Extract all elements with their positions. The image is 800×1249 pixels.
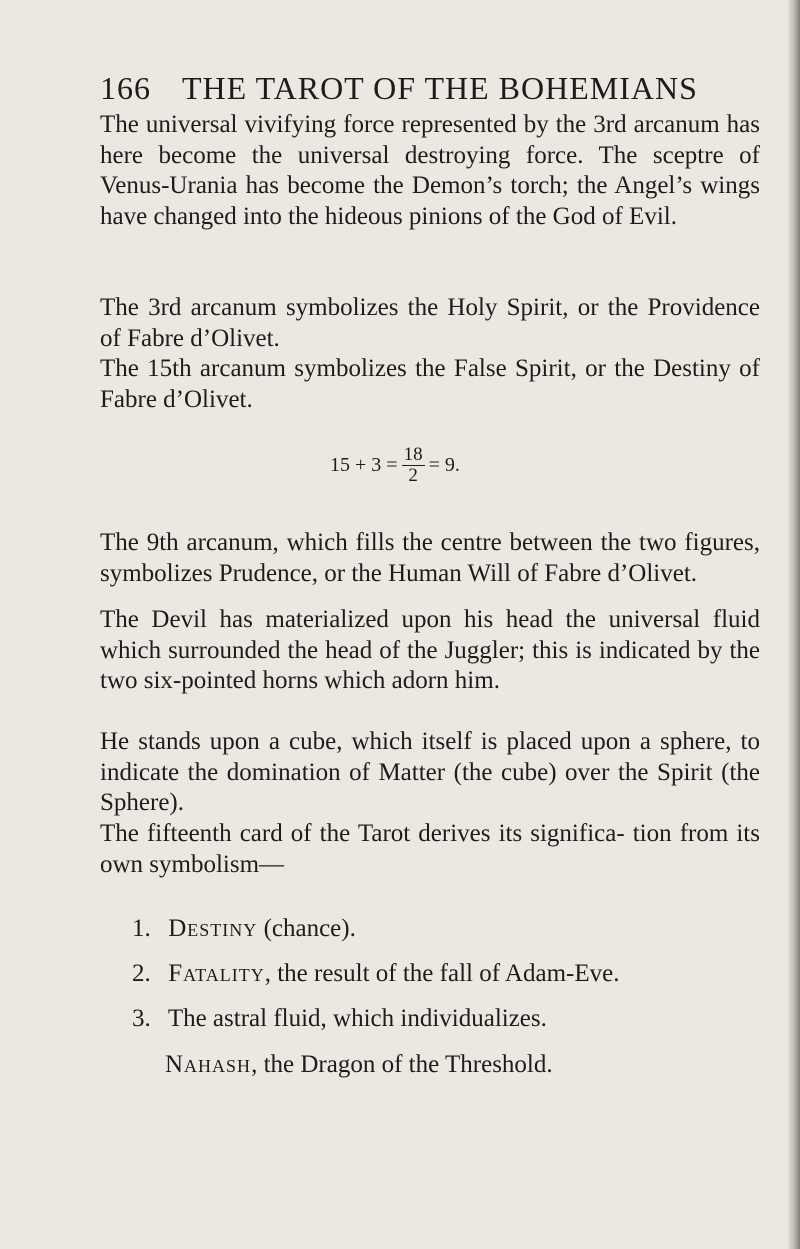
list-item [132, 959, 619, 989]
equation-left: 15 + 3 = [330, 454, 398, 476]
equation [330, 445, 460, 486]
list-item [132, 1004, 547, 1034]
list-term: Fatality [168, 960, 265, 987]
list-text: The astral fluid, which individualizes. [167, 1005, 547, 1032]
running-title: THE TAROT OF THE BOHEMIANS [182, 70, 698, 106]
final-text: , the Dragon of the Threshold. [251, 1051, 553, 1078]
list-term: Destiny [168, 915, 258, 942]
equation-fraction [402, 445, 425, 486]
list-number: 3. [132, 1005, 151, 1032]
list-item [132, 914, 356, 944]
equation-right: = 9. [428, 454, 460, 476]
equation-numerator: 18 [403, 444, 423, 465]
paragraph-fifteenth-arcanum: The 15th arcanum symbolizes the False Spirit, or the Destiny of Fabre d’Olivet. [100, 355, 760, 413]
page-edge-shadow [788, 0, 800, 1249]
running-head [100, 70, 740, 107]
list-text: (chance). [257, 915, 356, 942]
page-number: 166 [100, 70, 151, 106]
list-number: 1. [132, 915, 151, 942]
list-number: 2. [132, 960, 151, 987]
equation-denominator: 2 [408, 465, 418, 486]
final-term: Nahash [165, 1051, 252, 1078]
final-line [165, 1050, 553, 1080]
paragraph-third-arcanum: The 3rd arcanum symbolizes the Holy Spirit, or the Providence of Fabre d’Olivet. [100, 294, 760, 352]
paragraph-fifteenth-card: The fifteenth card of the Tarot derives its significa- tion from its own symbolism— [100, 820, 760, 878]
paragraph-devil-fluid: The Devil has materialized upon his head the universal fluid which surrounded the head of the Juggler; this is indicated by the two six-pointed horns which adorn him. [100, 606, 760, 694]
list-text: , the result of the fall of Adam-Eve. [264, 960, 620, 987]
paragraph-ninth-arcanum: The 9th arcanum, which fills the centre between the two figures, symbolizes Prudence, or the Human Will of Fabre d’Olivet. [100, 529, 760, 587]
paragraph-vivifying-force: The universal vivifying force represented by the 3rd arcanum has here become the universal destroying force. The sceptre of Venus-Urania has become the Demon’s torch; the Angel’s wings have changed into the hideous pinions of the God of Evil. [100, 111, 760, 230]
paragraph-cube-sphere: He stands upon a cube, which itself is placed upon a sphere, to indicate the domination of Matter (the cube) over the Spirit (the Sphere). [100, 728, 760, 816]
